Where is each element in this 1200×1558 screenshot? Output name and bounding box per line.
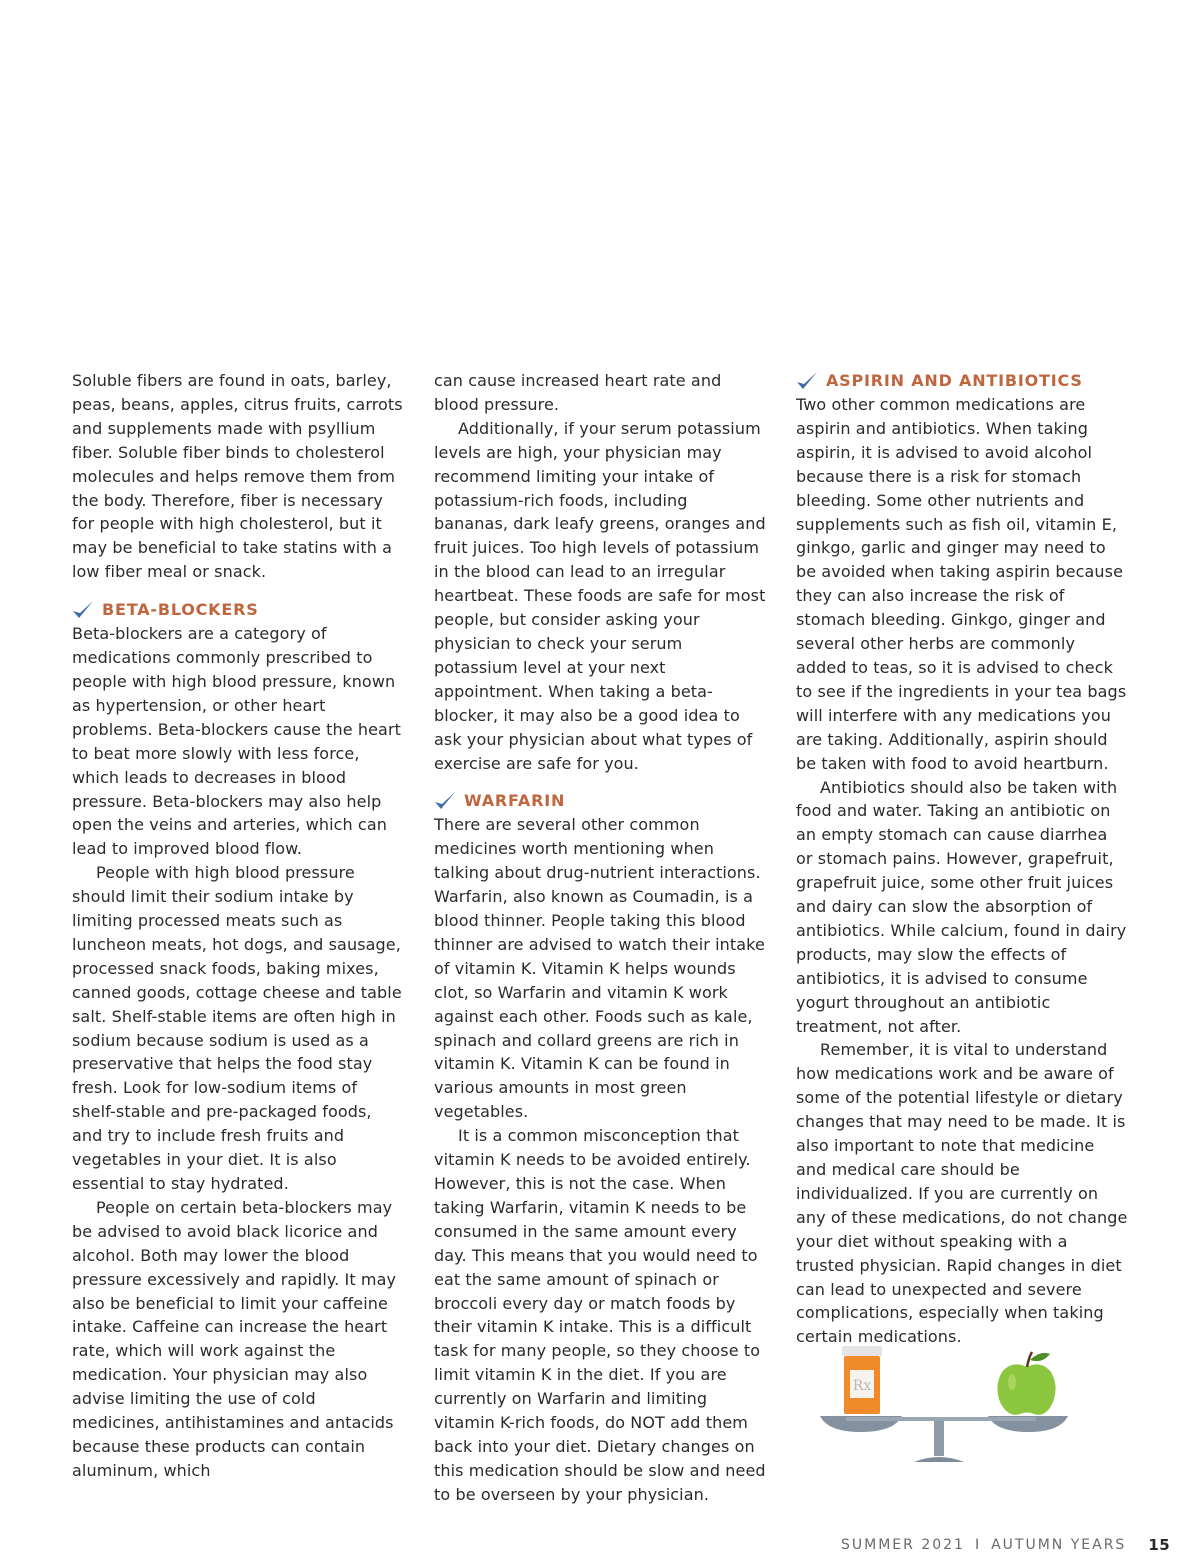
section-heading-label: ASPIRIN AND ANTIBIOTICS xyxy=(826,371,1083,390)
section-heading-label: BETA-BLOCKERS xyxy=(102,600,259,620)
magazine-name: AUTUMN YEARS xyxy=(991,1537,1127,1553)
article-column-1 xyxy=(72,369,404,1483)
rx-label: Rx xyxy=(852,1378,872,1394)
article-column-3 xyxy=(796,369,1128,1349)
page-footer xyxy=(841,1534,1170,1556)
paragraph: Beta-blockers are a category of medications commonly prescribed to people with high blood pressure, known as hypertension, or other heart problems. Beta-blockers cause the heart to beat more slowly with less force, which leads to decreases in blood pressure. Beta-blockers may also help open the veins and arteries, which can lead to improved blood flow. xyxy=(72,624,402,859)
paragraph: It is a common misconception that vitamin K needs to be avoided entirely. However, this is not the case. When taking Warfarin, vitamin K needs to be consumed in the same amount every day. This means that you would need to eat the same amount of spinach or broccoli every day or match foods by their vitamin K intake. This is a difficult task for many people, so they choose to limit vitamin K in the diet. If you are currently on Warfarin and limiting vitamin K-rich foods, do NOT add them back into your diet. Dietary changes on this medication should be slow and need to be overseen by your physician. xyxy=(434,1126,766,1504)
pill-bottle-apple-scale-icon xyxy=(806,1340,1076,1480)
checkmark-icon xyxy=(434,791,456,811)
paragraph: Antibiotics should also be taken with food and water. Taking an antibiotic on an empty stomach can cause diarrhea or stomach pains. However, grapefruit, grapefruit juice, some other fruit juices and dairy can slow the absorption of antibiotics. While calcium, found in dairy products, may slow the effects of antibiotics, it is advised to consume yogurt throughout an antibiotic treatment, not after. xyxy=(796,777,1127,1036)
checkmark-icon xyxy=(72,600,94,620)
section-heading-beta-blockers xyxy=(72,598,404,622)
page-number: 15 xyxy=(1148,1536,1171,1554)
issue-label: SUMMER 2021 xyxy=(841,1537,965,1553)
section-heading-aspirin-antibiotics xyxy=(796,369,1128,393)
paragraph: Soluble fibers are found in oats, barley, peas, beans, apples, citrus fruits, carrots and supplements made with psyllium fiber. Soluble fiber binds to cholesterol molecules and helps remove them from the body. Therefore, fiber is necessary for people with high cholesterol, but it may be beneficial to take statins with a low fiber meal or snack. xyxy=(72,371,403,582)
paragraph: People on certain beta-blockers may be advised to avoid black licorice and alcohol. Both may lower the blood pressure excessively and rapidly. It may also be beneficial to limit your caffeine intake. Caffeine can increase the heart rate, which will work against the medication. Your physician may also advise limiting the use of cold medicines, antihistamines and antacids because these products can contain aluminum, which xyxy=(72,1197,397,1480)
paragraph: Two other common medications are aspirin and antibiotics. When taking aspirin, it is advised to avoid alcohol because there is a risk for stomach bleeding. Some other nutrients and supplements such as fish oil, vitamin E, ginkgo, garlic and ginger may need to be avoided when taking aspirin because they can also increase the risk of stomach bleeding. Ginkgo, ginger and several other herbs are commonly added to teas, so it is advised to check to see if the ingredients in your tea bags will interfere with any medications you are taking. Additionally, aspirin should be taken with food to avoid heartburn. xyxy=(796,395,1127,773)
paragraph: There are several other common medicines worth mentioning when talking about drug-nutrient interactions. Warfarin, also known as Coumadin, is a blood thinner. People taking this blood thinner are advised to watch their intake of vitamin K. Vitamin K helps wounds clot, so Warfarin and vitamin K work against each other. Foods such as kale, spinach and collard greens are rich in vitamin K. Vitamin K can be found in various amounts in most green vegetables. xyxy=(434,815,765,1122)
section-heading-warfarin xyxy=(434,789,766,813)
paragraph: can cause increased heart rate and blood pressure. xyxy=(434,371,722,414)
paragraph: Additionally, if your serum potassium levels are high, your physician may recommend limiting your intake of potassium-rich foods, including bananas, dark leafy greens, oranges and fruit juices. Too high levels of potassium in the blood can lead to an irregular heartbeat. These foods are safe for most people, but consider asking your physician to check your serum potassium level at your next appointment. When taking a beta-blocker, it may also be a good idea to ask your physician about what types of exercise are safe for you. xyxy=(434,418,766,773)
section-heading-label: WARFARIN xyxy=(464,791,566,811)
checkmark-icon xyxy=(796,371,818,391)
footer-separator: I xyxy=(974,1537,982,1553)
paragraph: Remember, it is vital to understand how medications work and be aware of some of the potential lifestyle or dietary changes that may need to be made. It is also important to note that medicine and medical care should be individualized. If you are currently on any of these medications, do not change your diet without speaking with a trusted physician. Rapid changes in diet can lead to unexpected and severe complications, especially when taking certain medications. xyxy=(796,1040,1128,1347)
article-column-2 xyxy=(434,369,766,1507)
paragraph: People with high blood pressure should limit their sodium intake by limiting processed meats such as luncheon meats, hot dogs, and sausage, processed snack foods, baking mixes, canned goods, cottage cheese and table salt. Shelf-stable items are often high in sodium because sodium is used as a preservative that helps the food stay fresh. Look for low-sodium items of shelf-stable and pre-packaged foods, and try to include fresh fruits and vegetables in your diet. It is also essential to stay hydrated. xyxy=(72,863,402,1193)
